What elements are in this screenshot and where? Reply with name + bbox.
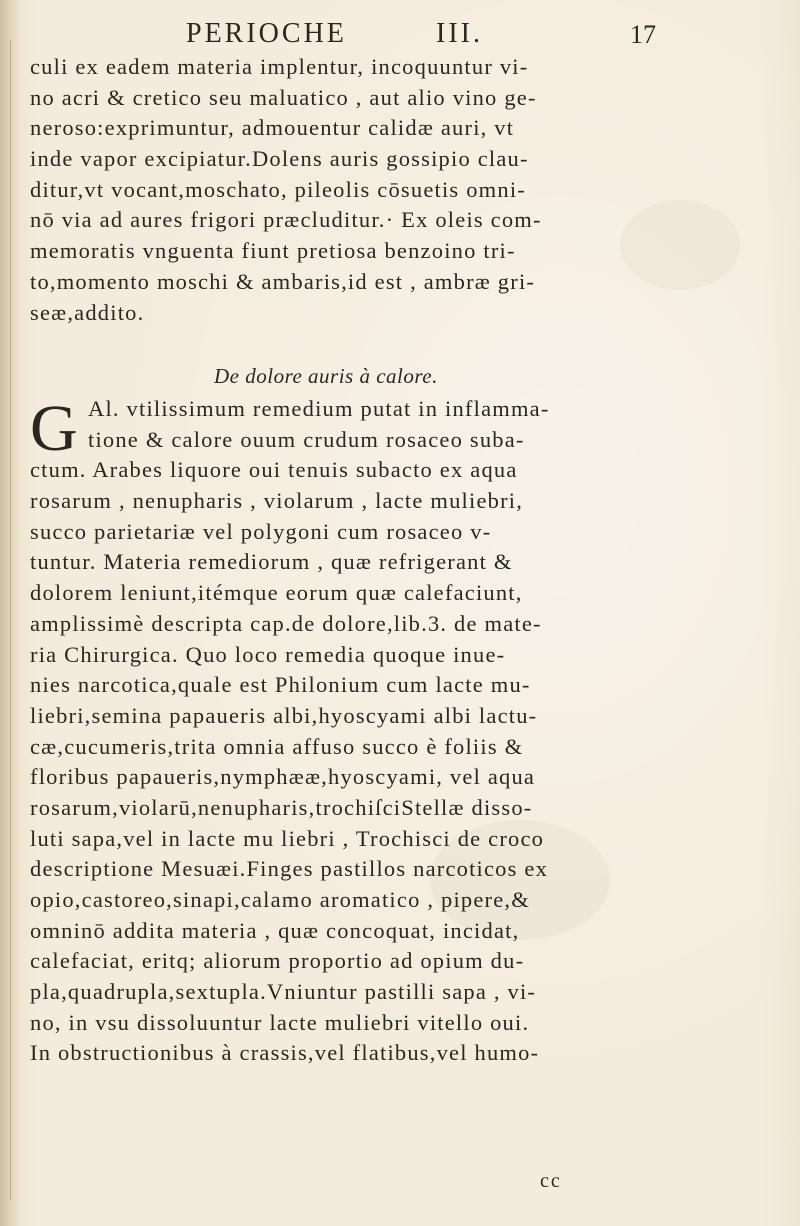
text-line: tuntur. Materia remediorum , quæ refrigerant & — [30, 549, 513, 575]
running-head — [186, 18, 656, 54]
text-line: pla,quadrupla,sextupla.Vniuntur pastilli sapa , vi- — [30, 979, 537, 1005]
text-line: cæ,cucumeris,trita omnia affuso succo è foliis & — [30, 733, 524, 759]
text-line: rosarum,violarū,nenupharis,trochiſciStellæ disso- — [30, 794, 533, 820]
paragraph-two — [30, 394, 730, 1069]
text-line: memoratis vnguenta fiunt pretiosa benzoino tri- — [30, 238, 516, 264]
text-line: luti sapa,vel in lacte mu liebri , Trochisci de croco — [30, 825, 545, 851]
section-heading: De dolore auris à calore. — [214, 364, 438, 388]
text-line: nō via ad aures frigori præcluditur.· Ex oleis com- — [30, 207, 542, 233]
text-line: Al. vtilissimum remedium putat in inflamma- — [88, 396, 550, 421]
catchword: cc — [540, 1170, 562, 1192]
text-line: omninō addita materia , quæ concoquat, incidat, — [30, 917, 520, 943]
text-line: culi ex eadem materia implentur, incoquuntur vi- — [30, 54, 529, 79]
text-line: dolorem leniunt,itémque eorum quæ calefaciunt, — [30, 580, 523, 606]
text-line: ditur,vt vocant,moschato, pileolis cōsuetis omni- — [30, 176, 526, 202]
text-line: nies narcotica,quale est Philonium cum lacte mu- — [30, 672, 531, 698]
text-line: opio,castoreo,sinapi,calamo aromatico , pipere,& — [30, 887, 530, 912]
text-line: liebri,semina papaueris albi,hyoscyami albi lactu- — [30, 702, 538, 728]
text-line: no, in vsu dissoluuntur lacte muliebri vitello oui. — [30, 1009, 530, 1035]
text-line: inde vapor excipiatur.Dolens auris gossipio clau- — [30, 146, 529, 172]
text-line: ctum. Arabes liquore oui tenuis subacto ex aqua — [30, 457, 518, 483]
text-line: rosarum , nenupharis , violarum , lacte muliebri, — [30, 488, 524, 514]
running-head-numeral: III. — [436, 18, 483, 49]
text-line: to,momento moschi & ambaris,id est , ambræ gri- — [30, 268, 536, 294]
binding-gutter — [0, 0, 22, 1226]
running-head-title: PERIOCHE — [186, 18, 347, 49]
gutter-line — [10, 40, 11, 1200]
text-line: floribus papaueris,nymphææ,hyoscyami, vel aqua — [30, 764, 536, 790]
text-line: amplissimè descripta cap.de dolore,lib.3. de mate- — [30, 610, 542, 636]
text-line: tione & calore ouum crudum rosaceo suba- — [88, 426, 525, 452]
text-line: ria Chirurgica. Quo loco remedia quoque inue- — [30, 641, 506, 667]
text-line: seæ,addito. — [30, 299, 145, 325]
text-line: succo parietariæ vel polygoni cum rosaceo v- — [30, 518, 492, 544]
text-line: descriptione Mesuæi.Finges pastillos narcoticos ex — [30, 856, 549, 882]
paragraph-one — [30, 52, 680, 328]
text-line: calefaciat, eritq; aliorum proportio ad opium du- — [30, 948, 525, 974]
text-line: no acri & cretico seu maluatico , aut alio vino ge- — [30, 84, 537, 110]
text-line: In obstructionibus à crassis,vel flatibus,vel humo- — [30, 1040, 540, 1066]
drop-cap: G — [30, 392, 78, 465]
text-line: neroso:exprimuntur, admouentur calidæ auri, vt — [30, 115, 515, 141]
page-number: 17 — [630, 20, 656, 49]
